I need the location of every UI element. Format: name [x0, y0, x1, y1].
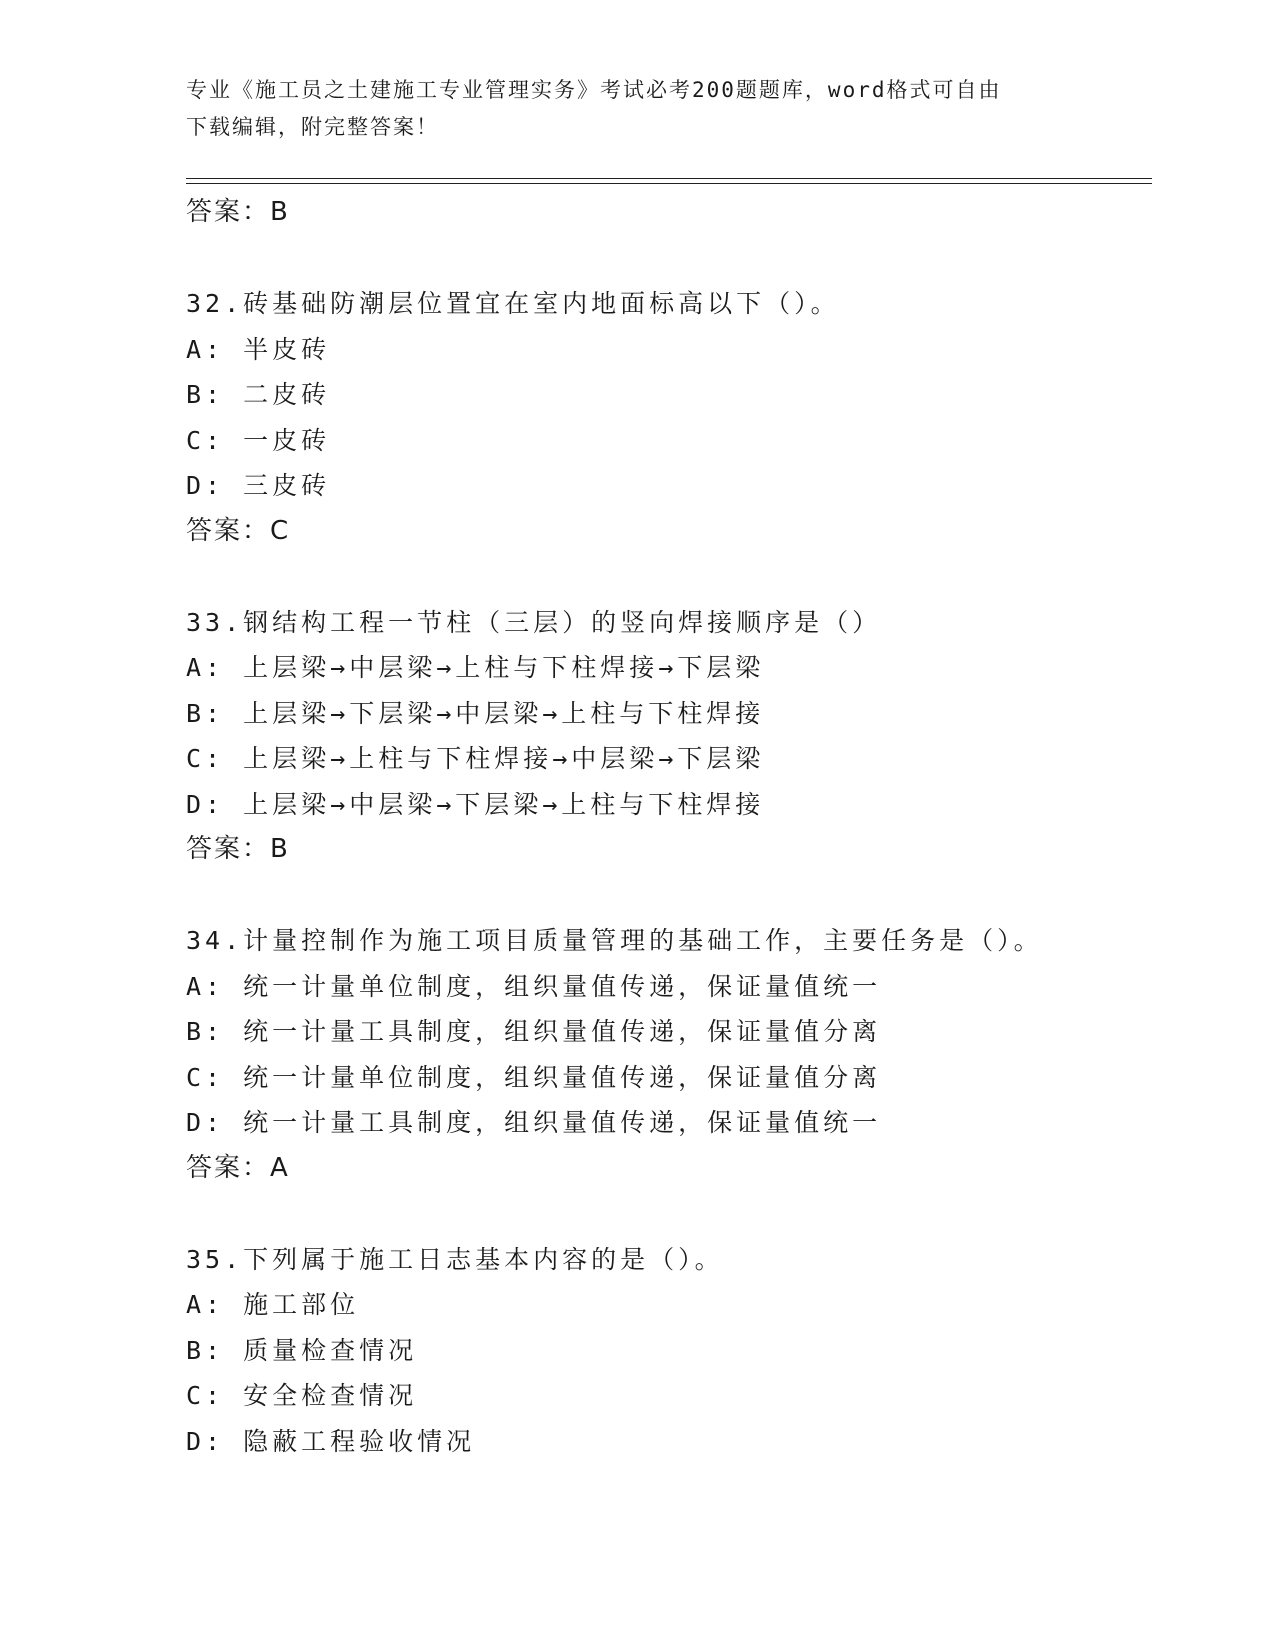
- question-stem: 32.砖基础防潮层位置宜在室内地面标高以下（）。: [186, 289, 840, 318]
- spacer: [186, 236, 1152, 282]
- option-c: C: 安全检查情况: [186, 1381, 418, 1410]
- question-33: [186, 600, 1152, 873]
- header-line-2: 下载编辑，附完整答案！: [186, 115, 439, 139]
- header-divider-top: [186, 178, 1152, 179]
- spacer: [186, 554, 1152, 600]
- page-header: [186, 72, 1066, 146]
- option-b: B: 二皮砖: [186, 380, 331, 409]
- option-d: D: 统一计量工具制度，组织量值传递，保证量值统一: [186, 1108, 882, 1137]
- header-line-1: 专业《施工员之土建施工专业管理实务》考试必考200题题库，word格式可自由: [186, 78, 1002, 102]
- option-c: C: 统一计量单位制度，组织量值传递，保证量值分离: [186, 1062, 882, 1092]
- option-d: D: 隐蔽工程验收情况: [186, 1426, 476, 1456]
- option-b: B: 上层梁→下层梁→中层梁→上柱与下柱焊接: [186, 698, 765, 728]
- answer-line: 答案：B: [186, 834, 290, 864]
- answer-line: 答案：C: [186, 515, 291, 546]
- option-a: A: 半皮砖: [186, 334, 331, 364]
- spacer: [186, 1191, 1152, 1237]
- question-list: [186, 190, 1152, 1464]
- question-stem: 35.下列属于施工日志基本内容的是（）。: [186, 1244, 724, 1274]
- question-35: [186, 1237, 1152, 1465]
- option-a: A: 统一计量单位制度，组织量值传递，保证量值统一: [186, 971, 882, 1001]
- option-c: C: 一皮砖: [186, 425, 331, 455]
- question-34: [186, 918, 1152, 1191]
- question-stem: 34.计量控制作为施工项目质量管理的基础工作，主要任务是（）。: [186, 926, 1043, 955]
- option-b: B: 统一计量工具制度，组织量值传递，保证量值分离: [186, 1017, 882, 1046]
- option-d: D: 三皮砖: [186, 471, 331, 500]
- option-b: B: 质量检查情况: [186, 1335, 418, 1365]
- spacer: [186, 873, 1152, 919]
- option-a: A: 上层梁→中层梁→上柱与下柱焊接→下层梁: [186, 653, 765, 682]
- answer-line: 答案：B: [186, 197, 290, 227]
- option-c: C: 上层梁→上柱与下柱焊接→中层梁→下层梁: [186, 744, 765, 773]
- question-32: [186, 281, 1152, 554]
- answer-line: 答案：A: [186, 1152, 290, 1183]
- option-d: D: 上层梁→中层梁→下层梁→上柱与下柱焊接: [186, 789, 765, 819]
- option-a: A: 施工部位: [186, 1290, 360, 1319]
- header-divider-bottom: [186, 183, 1152, 184]
- question-stem: 33.钢结构工程一节柱（三层）的竖向焊接顺序是（）: [186, 607, 882, 637]
